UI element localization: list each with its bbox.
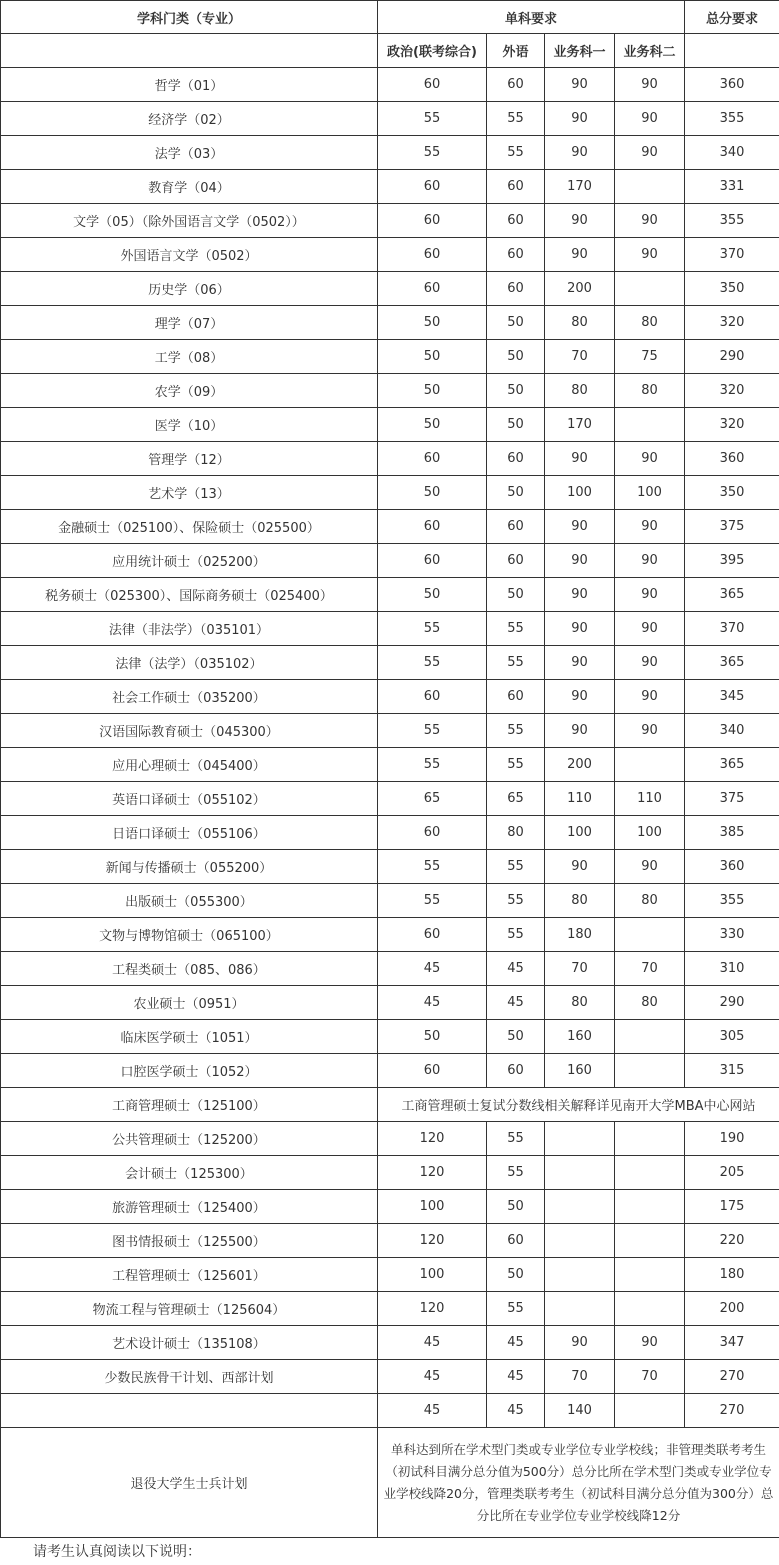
header-subject2: 业务科二 [615,34,685,68]
row-total: 365 [685,748,779,782]
row-score-c4 [615,1054,685,1088]
row-score-c2: 60 [487,510,545,544]
row-veteran-note: 单科达到所在学术型门类或专业学位专业学校线；非管理类联考考生（初试科目满分总分值为500分）总分比所在学术型门类或专业学位专业学校线降20分，管理类联考考生（初试科目满分总分值为300分）总分比所在专业学位专业学校线降12分 [378,1428,779,1538]
row-score-c3: 170 [545,170,615,204]
row-name: 文学（05）（除外国语言文学（0502）） [1,204,378,238]
row-score-c4: 70 [615,1360,685,1394]
row-score-c2: 60 [487,238,545,272]
row-total: 360 [685,68,779,102]
row-total: 350 [685,272,779,306]
row-score-c2: 50 [487,306,545,340]
row-name: 公共管理硕士（125200） [1,1122,378,1156]
table-row [1,612,779,646]
row-score-c3: 100 [545,816,615,850]
row-score-c4: 90 [615,1326,685,1360]
row-total: 355 [685,884,779,918]
row-score-c4: 90 [615,204,685,238]
row-score-c4: 90 [615,238,685,272]
row-score-c1: 60 [378,238,487,272]
row-total: 331 [685,170,779,204]
table-row [1,238,779,272]
row-score-c2: 55 [487,1292,545,1326]
table-row [1,374,779,408]
row-total: 340 [685,714,779,748]
row-total: 355 [685,102,779,136]
table-row [1,544,779,578]
row-score-c2: 60 [487,680,545,714]
row-score-c4 [615,1394,685,1428]
row-name-empty [1,1394,378,1428]
table-row [1,272,779,306]
table-row [1,1122,779,1156]
row-score-c4: 100 [615,816,685,850]
row-score-c1: 120 [378,1156,487,1190]
header-politics: 政治(联考综合) [378,34,487,68]
row-name: 图书情报硕士（125500） [1,1224,378,1258]
row-name: 艺术学（13） [1,476,378,510]
row-score-c2: 55 [487,1122,545,1156]
row-score-c1: 60 [378,272,487,306]
header-language: 外语 [487,34,545,68]
row-score-c2: 55 [487,612,545,646]
table-row [1,1054,779,1088]
table-row [1,1224,779,1258]
table-row [1,782,779,816]
row-score-c3: 70 [545,1360,615,1394]
row-name: 理学（07） [1,306,378,340]
row-name: 日语口译硕士（055106） [1,816,378,850]
row-name: 旅游管理硕士（125400） [1,1190,378,1224]
row-score-c2: 45 [487,1360,545,1394]
row-name: 医学（10） [1,408,378,442]
row-score-c2: 45 [487,952,545,986]
row-score-c1: 120 [378,1292,487,1326]
row-score-c2: 55 [487,646,545,680]
row-score-c1: 50 [378,340,487,374]
row-name: 临床医学硕士（1051） [1,1020,378,1054]
row-name: 汉语国际教育硕士（045300） [1,714,378,748]
row-name: 口腔医学硕士（1052） [1,1054,378,1088]
row-score-c1: 55 [378,884,487,918]
row-score-c3: 90 [545,612,615,646]
row-score-c1: 55 [378,646,487,680]
row-total: 385 [685,816,779,850]
table-row [1,102,779,136]
header-empty [1,34,378,68]
table-row [1,850,779,884]
row-score-c4 [615,918,685,952]
row-total: 370 [685,238,779,272]
row-score-c2: 55 [487,136,545,170]
row-score-c3: 90 [545,850,615,884]
row-score-c4: 80 [615,306,685,340]
table-row [1,408,779,442]
row-score-c3: 90 [545,102,615,136]
row-name: 经济学（02） [1,102,378,136]
table-body [1,68,779,1538]
row-score-c1: 55 [378,102,487,136]
row-score-c1: 120 [378,1122,487,1156]
row-total: 270 [685,1360,779,1394]
row-score-c1: 60 [378,680,487,714]
row-score-c3: 90 [545,68,615,102]
row-total: 220 [685,1224,779,1258]
row-name: 艺术设计硕士（135108） [1,1326,378,1360]
row-score-c4: 110 [615,782,685,816]
row-total: 365 [685,646,779,680]
row-total: 320 [685,374,779,408]
row-total: 200 [685,1292,779,1326]
row-score-c3: 90 [545,1326,615,1360]
row-score-c2: 45 [487,1326,545,1360]
table-row [1,306,779,340]
row-score-c1: 60 [378,510,487,544]
row-name: 文物与博物馆硕士（065100） [1,918,378,952]
row-score-c2: 60 [487,442,545,476]
row-score-c2: 60 [487,272,545,306]
row-name: 工商管理硕士（125100） [1,1088,378,1122]
row-name: 物流工程与管理硕士（125604） [1,1292,378,1326]
row-name: 应用心理硕士（045400） [1,748,378,782]
header-subject1: 业务科一 [545,34,615,68]
row-score-c3: 160 [545,1020,615,1054]
row-score-c2: 60 [487,170,545,204]
row-name: 法律（非法学）（035101） [1,612,378,646]
row-score-c4: 80 [615,884,685,918]
row-total: 375 [685,782,779,816]
row-name: 新闻与传播硕士（055200） [1,850,378,884]
row-total: 340 [685,136,779,170]
row-score-c2: 55 [487,850,545,884]
row-score-c3: 100 [545,476,615,510]
row-score-c2: 50 [487,374,545,408]
row-total: 190 [685,1122,779,1156]
row-total: 360 [685,442,779,476]
row-total: 345 [685,680,779,714]
row-score-c2: 80 [487,816,545,850]
row-score-c4 [615,1190,685,1224]
row-score-c3: 180 [545,918,615,952]
row-score-c3: 110 [545,782,615,816]
row-mba-note: 工商管理硕士复试分数线相关解释详见南开大学MBA中心网站 [378,1088,779,1122]
row-score-c3: 90 [545,238,615,272]
row-score-c1: 45 [378,952,487,986]
row-score-c2: 50 [487,1258,545,1292]
table-row [1,1156,779,1190]
header-category: 学科门类（专业） [1,1,378,34]
row-score-c4: 90 [615,136,685,170]
row-name: 教育学（04） [1,170,378,204]
footer-note: 请考生认真阅读以下说明： [33,1544,201,1560]
row-score-c4: 80 [615,374,685,408]
row-name: 少数民族骨干计划、西部计划 [1,1360,378,1394]
row-score-c1: 55 [378,612,487,646]
row-score-c2: 45 [487,1394,545,1428]
row-score-c3: 170 [545,408,615,442]
row-score-c2: 60 [487,204,545,238]
row-score-c1: 60 [378,442,487,476]
table-row-minority-b [1,1394,779,1428]
row-score-c1: 60 [378,544,487,578]
table-row [1,1020,779,1054]
row-score-c3: 200 [545,272,615,306]
table-row [1,476,779,510]
row-score-c3: 90 [545,680,615,714]
row-total: 365 [685,578,779,612]
row-score-c3 [545,1122,615,1156]
header-total: 总分要求 [685,1,779,34]
row-score-c1: 60 [378,918,487,952]
row-score-c4 [615,1224,685,1258]
row-total: 175 [685,1190,779,1224]
row-total: 205 [685,1156,779,1190]
row-name: 工程管理硕士（125601） [1,1258,378,1292]
row-total: 315 [685,1054,779,1088]
row-name: 金融硕士（025100）、保险硕士（025500） [1,510,378,544]
row-score-c3: 70 [545,340,615,374]
row-score-c4: 100 [615,476,685,510]
row-total: 290 [685,340,779,374]
row-score-c4 [615,1020,685,1054]
row-score-c3 [545,1156,615,1190]
table-row [1,1292,779,1326]
row-score-c2: 55 [487,714,545,748]
row-score-c1: 60 [378,170,487,204]
row-total: 320 [685,306,779,340]
row-name: 应用统计硕士（025200） [1,544,378,578]
row-score-c2: 55 [487,884,545,918]
row-score-c1: 50 [378,1020,487,1054]
row-score-c2: 55 [487,1156,545,1190]
row-score-c3 [545,1224,615,1258]
table-row [1,1258,779,1292]
row-score-c3 [545,1292,615,1326]
row-score-c4 [615,1122,685,1156]
row-score-c4 [615,272,685,306]
table-row [1,714,779,748]
table-row [1,918,779,952]
table-row-minority [1,1360,779,1394]
row-total: 375 [685,510,779,544]
row-score-c1: 45 [378,1326,487,1360]
row-total: 270 [685,1394,779,1428]
row-score-c3: 140 [545,1394,615,1428]
row-score-c2: 50 [487,340,545,374]
row-score-c2: 50 [487,476,545,510]
table-row [1,204,779,238]
row-name: 会计硕士（125300） [1,1156,378,1190]
row-name: 社会工作硕士（035200） [1,680,378,714]
row-score-c4 [615,1292,685,1326]
row-name: 法学（03） [1,136,378,170]
table-row [1,816,779,850]
row-total: 347 [685,1326,779,1360]
header-single: 单科要求 [378,1,685,34]
row-score-c1: 55 [378,748,487,782]
row-score-c4: 90 [615,510,685,544]
row-score-c1: 100 [378,1190,487,1224]
row-score-c3: 160 [545,1054,615,1088]
row-total: 360 [685,850,779,884]
row-score-c4: 90 [615,646,685,680]
row-score-c4: 90 [615,680,685,714]
table-row [1,680,779,714]
row-score-c3: 200 [545,748,615,782]
table-row [1,986,779,1020]
row-score-c3: 90 [545,544,615,578]
row-score-c3: 90 [545,510,615,544]
row-score-c1: 100 [378,1258,487,1292]
row-score-c1: 50 [378,408,487,442]
row-score-c4 [615,1156,685,1190]
table-row [1,646,779,680]
row-score-c3: 90 [545,204,615,238]
row-name: 农学（09） [1,374,378,408]
row-score-c4: 75 [615,340,685,374]
table-row-veteran [1,1428,779,1538]
row-total: 180 [685,1258,779,1292]
row-name: 外国语言文学（0502） [1,238,378,272]
row-score-c3: 80 [545,986,615,1020]
row-score-c3: 90 [545,578,615,612]
row-score-c3: 80 [545,884,615,918]
row-total: 395 [685,544,779,578]
table-row [1,748,779,782]
row-score-c3: 80 [545,306,615,340]
row-score-c4: 90 [615,714,685,748]
row-score-c2: 50 [487,408,545,442]
row-score-c1: 50 [378,476,487,510]
table-row [1,136,779,170]
row-score-c1: 45 [378,1394,487,1428]
row-score-c3: 90 [545,442,615,476]
table-row [1,884,779,918]
table-row [1,1190,779,1224]
row-score-c4: 80 [615,986,685,1020]
row-score-c4: 70 [615,952,685,986]
row-total: 310 [685,952,779,986]
row-name: 农业硕士（0951） [1,986,378,1020]
row-name: 英语口译硕士（055102） [1,782,378,816]
table-row [1,952,779,986]
row-score-c4: 90 [615,102,685,136]
row-name: 退役大学生士兵计划 [1,1428,378,1538]
header-row-top [1,1,779,34]
row-score-c4 [615,170,685,204]
row-score-c4: 90 [615,850,685,884]
row-score-c4: 90 [615,544,685,578]
row-score-c3: 90 [545,136,615,170]
row-score-c1: 60 [378,204,487,238]
row-name: 工程类硕士（085、086） [1,952,378,986]
row-score-c4 [615,408,685,442]
header-row-sub [1,34,779,68]
row-score-c3 [545,1190,615,1224]
header-empty-total [685,34,779,68]
row-total: 290 [685,986,779,1020]
row-score-c1: 55 [378,714,487,748]
row-score-c1: 45 [378,1360,487,1394]
row-total: 355 [685,204,779,238]
row-score-c2: 60 [487,1054,545,1088]
row-score-c1: 65 [378,782,487,816]
table-row [1,442,779,476]
row-score-c4: 90 [615,578,685,612]
row-score-c2: 55 [487,918,545,952]
row-name: 法律（法学）（035102） [1,646,378,680]
row-score-c1: 55 [378,136,487,170]
table-row [1,170,779,204]
table-row [1,510,779,544]
row-total: 320 [685,408,779,442]
row-score-c2: 50 [487,578,545,612]
row-score-c1: 55 [378,850,487,884]
row-score-c1: 50 [378,578,487,612]
row-score-c3: 70 [545,952,615,986]
row-total: 350 [685,476,779,510]
row-total: 330 [685,918,779,952]
table-row [1,1326,779,1360]
row-total: 370 [685,612,779,646]
row-score-c3: 90 [545,714,615,748]
row-name: 税务硕士（025300）、国际商务硕士（025400） [1,578,378,612]
row-score-c1: 50 [378,306,487,340]
row-score-c3: 90 [545,646,615,680]
row-name: 管理学（12） [1,442,378,476]
row-name: 历史学（06） [1,272,378,306]
row-score-c4: 90 [615,442,685,476]
row-score-c3: 80 [545,374,615,408]
table-row [1,68,779,102]
row-score-c1: 50 [378,374,487,408]
row-score-c2: 60 [487,1224,545,1258]
row-score-c2: 55 [487,748,545,782]
row-score-c1: 60 [378,68,487,102]
row-name: 哲学（01） [1,68,378,102]
row-name: 工学（08） [1,340,378,374]
row-score-c4 [615,748,685,782]
table-row [1,340,779,374]
row-score-c1: 120 [378,1224,487,1258]
row-score-c2: 55 [487,102,545,136]
row-score-c2: 60 [487,544,545,578]
table-row-mba [1,1088,779,1122]
row-score-c2: 60 [487,68,545,102]
row-score-c1: 60 [378,816,487,850]
table-row [1,578,779,612]
row-name: 出版硕士（055300） [1,884,378,918]
row-total: 305 [685,1020,779,1054]
row-score-c2: 50 [487,1190,545,1224]
row-score-c2: 45 [487,986,545,1020]
row-score-c2: 65 [487,782,545,816]
row-score-c4: 90 [615,612,685,646]
row-score-c3 [545,1258,615,1292]
row-score-c4 [615,1258,685,1292]
row-score-c4: 90 [615,68,685,102]
row-score-c1: 45 [378,986,487,1020]
row-score-c1: 60 [378,1054,487,1088]
row-score-c2: 50 [487,1020,545,1054]
